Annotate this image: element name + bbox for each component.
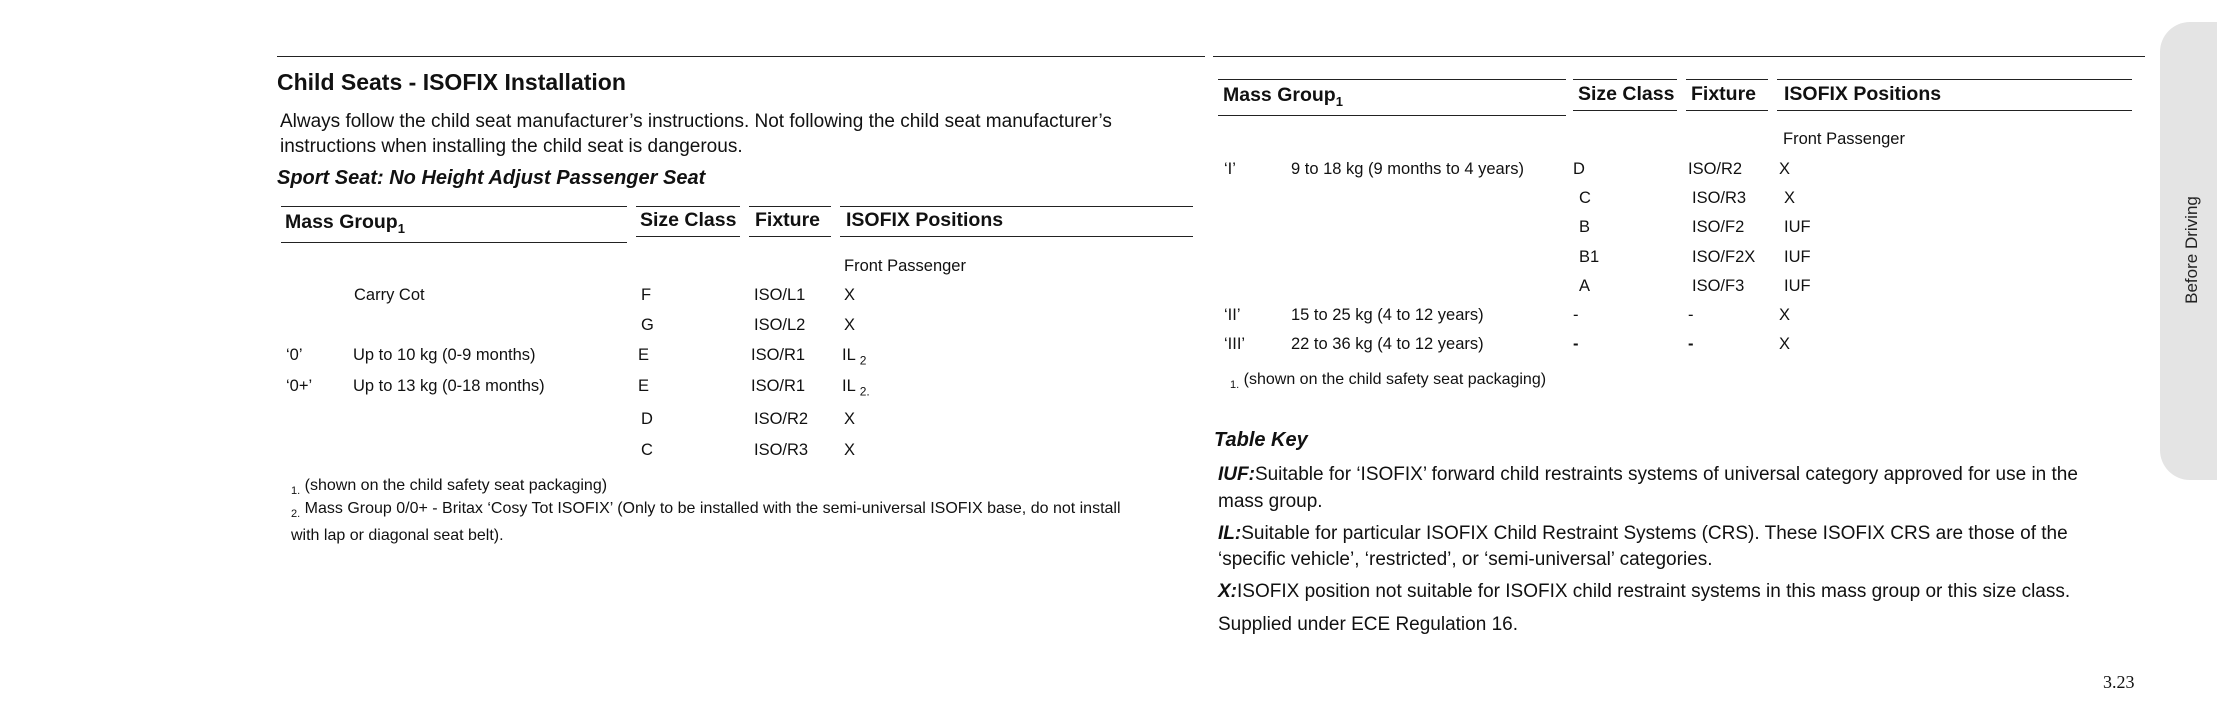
right-row-2-fixture: ISO/R3	[1692, 189, 1747, 207]
left-header-rule-top-size	[636, 206, 740, 207]
right-footnote-1: $_{1.}$ (shown on the child safety seat packaging)	[1230, 371, 1547, 392]
key-iuf-line-1: IUF:Suitable for ‘ISOFIX’ forward child restraints systems of universal category approved for use in the	[1218, 464, 2078, 485]
right-row-5-fixture: ISO/F3	[1692, 277, 1745, 295]
right-row-6-size: -	[1573, 306, 1579, 324]
left-header-fixture: Fixture	[755, 209, 821, 231]
right-header-rule-top-fixture	[1686, 79, 1768, 80]
supplied-under-text: Supplied under ECE Regulation 16.	[1218, 614, 1518, 635]
left-row-3-group: ‘0’	[286, 346, 303, 364]
left-header-rule-top-mass	[281, 206, 627, 207]
right-row-7-group: ‘III’	[1224, 335, 1246, 353]
right-row-7-size: -	[1573, 335, 1579, 353]
right-header-mass-group: Mass Group$_1$	[1223, 84, 1343, 109]
right-row-3-size: B	[1579, 218, 1591, 236]
right-position-label: Front Passenger	[1783, 130, 1905, 148]
left-row-3-position: IL $_2$	[842, 346, 867, 368]
right-header-fixture: Fixture	[1691, 83, 1757, 105]
top-rule-right	[1213, 56, 2145, 57]
table-subheading: Sport Seat: No Height Adjust Passenger Seat	[277, 167, 706, 189]
left-row-6-fixture: ISO/R3	[754, 441, 809, 459]
key-x-line: X:ISOFIX position not suitable for ISOFIX child restraint systems in this mass group or this size class.	[1218, 581, 2071, 602]
top-rule-left	[277, 56, 1205, 57]
right-row-7-position: X	[1779, 335, 1791, 353]
right-row-5-size: A	[1579, 277, 1591, 295]
left-row-4-size: E	[638, 377, 650, 395]
left-header-rule-bottom-fixture	[749, 236, 831, 237]
left-row-3-desc: Up to 10 kg (0-9 months)	[353, 346, 536, 364]
left-row-5-position: X	[844, 410, 856, 428]
left-footnote-2-line-2: with lap or diagonal seat belt).	[291, 527, 504, 544]
left-footnote-2-line-1: $_{2.}$ Mass Group 0/0+ - Britax ‘Cosy Tot ISOFIX’ (Only to be installed with the semi-universal ISOFIX base, do not install	[291, 500, 1121, 521]
left-row-1-size: F	[641, 286, 652, 304]
key-il-line-2: ‘specific vehicle’, ‘restricted’, or ‘semi-universal’ categories.	[1218, 549, 1713, 570]
left-row-1-fixture: ISO/L1	[754, 286, 806, 304]
left-row-4-fixture: ISO/R1	[751, 377, 806, 395]
left-row-6-size: C	[641, 441, 653, 459]
right-row-6-position: X	[1779, 306, 1791, 324]
right-header-rule-bottom-fixture	[1686, 110, 1768, 111]
right-row-1-fixture: ISO/R2	[1688, 160, 1743, 178]
right-header-rule-top-positions	[1777, 79, 2132, 80]
left-row-2-fixture: ISO/L2	[754, 316, 806, 334]
right-row-6-fixture: -	[1688, 306, 1694, 324]
left-header-rule-bottom-mass	[281, 242, 627, 243]
left-row-1-desc: Carry Cot	[354, 286, 425, 304]
left-header-mass-group: Mass Group$_1$	[285, 211, 405, 236]
page-number: 3.23	[2103, 672, 2135, 692]
left-header-rule-bottom-positions	[840, 236, 1193, 237]
intro-line-2: instructions when installing the child seat is dangerous.	[280, 136, 743, 157]
right-row-2-size: C	[1579, 189, 1591, 207]
right-row-3-fixture: ISO/F2	[1692, 218, 1745, 236]
left-row-4-position: IL $_{2.}$	[842, 377, 870, 399]
section-side-tab-label: Before Driving	[2182, 196, 2201, 304]
right-header-rule-bottom-mass	[1218, 115, 1566, 116]
right-row-1-group: ‘I’	[1224, 160, 1236, 178]
right-row-5-position: IUF	[1784, 277, 1811, 295]
right-header-rule-bottom-size	[1573, 110, 1677, 111]
left-row-4-desc: Up to 13 kg (0-18 months)	[353, 377, 545, 395]
left-footnote-1: $_{1.}$ (shown on the child safety seat packaging)	[291, 477, 608, 498]
right-row-3-position: IUF	[1784, 218, 1811, 236]
right-row-7-desc: 22 to 36 kg (4 to 12 years)	[1291, 335, 1484, 353]
left-row-6-position: X	[844, 441, 856, 459]
page-title: Child Seats - ISOFIX Installation	[277, 69, 626, 95]
left-header-positions: ISOFIX Positions	[846, 209, 1004, 231]
left-row-1-position: X	[844, 286, 856, 304]
left-row-2-position: X	[844, 316, 856, 334]
right-row-1-desc: 9 to 18 kg (9 months to 4 years)	[1291, 160, 1524, 178]
right-header-rule-top-mass	[1218, 79, 1566, 80]
left-row-3-fixture: ISO/R1	[751, 346, 806, 364]
right-row-2-position: X	[1784, 189, 1796, 207]
right-header-rule-top-size	[1573, 79, 1677, 80]
left-header-rule-bottom-size	[636, 236, 740, 237]
left-header-size-class: Size Class	[640, 209, 737, 231]
right-row-6-desc: 15 to 25 kg (4 to 12 years)	[1291, 306, 1484, 324]
left-row-5-fixture: ISO/R2	[754, 410, 809, 428]
right-row-6-group: ‘II’	[1224, 306, 1241, 324]
left-header-rule-top-fixture	[749, 206, 831, 207]
left-row-5-size: D	[641, 410, 653, 428]
left-row-4-group: ‘0+’	[286, 377, 313, 395]
left-row-2-size: G	[641, 316, 654, 334]
right-row-4-size: B1	[1579, 248, 1600, 266]
right-row-1-position: X	[1779, 160, 1791, 178]
left-header-rule-top-positions	[840, 206, 1193, 207]
intro-line-1: Always follow the child seat manufacturer’s instructions. Not following the child seat manufacturer’s	[280, 111, 1112, 132]
right-header-rule-bottom-positions	[1777, 110, 2132, 111]
left-position-label: Front Passenger	[844, 257, 966, 275]
right-row-1-size: D	[1573, 160, 1585, 178]
right-row-4-position: IUF	[1784, 248, 1811, 266]
right-header-positions: ISOFIX Positions	[1784, 83, 1942, 105]
key-il-line-1: IL:Suitable for particular ISOFIX Child Restraint Systems (CRS). These ISOFIX CRS are those of the	[1218, 523, 2068, 544]
right-header-size-class: Size Class	[1578, 83, 1675, 105]
table-key-title: Table Key	[1214, 429, 1308, 451]
left-row-3-size: E	[638, 346, 650, 364]
right-row-4-fixture: ISO/F2X	[1692, 248, 1756, 266]
right-row-7-fixture: -	[1688, 335, 1694, 353]
key-iuf-line-2: mass group.	[1218, 491, 1323, 512]
